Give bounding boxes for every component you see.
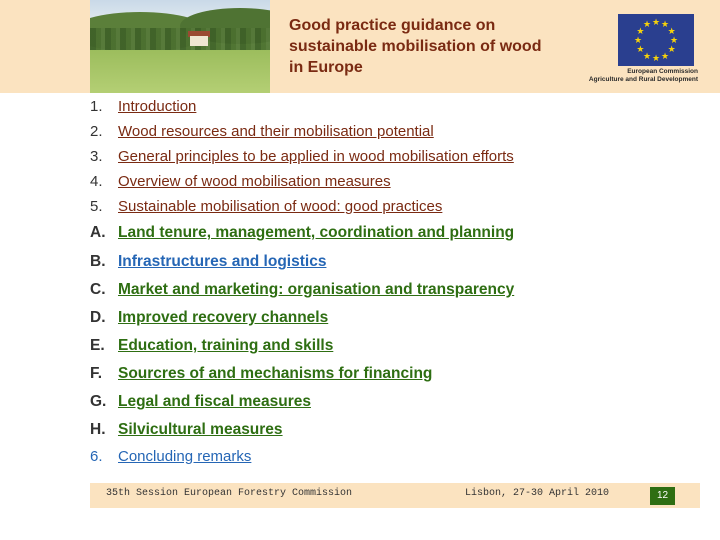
list-item[interactable] xyxy=(90,169,391,193)
item-number: 1. xyxy=(90,97,103,115)
item-letter: C. xyxy=(90,281,106,298)
eu-star-icon: ★ xyxy=(634,35,643,45)
eu-logo xyxy=(580,10,698,86)
item-letter: G. xyxy=(90,393,107,410)
item-link[interactable]: Overview of wood mobilisation measures xyxy=(118,172,391,190)
eu-star-icon: ★ xyxy=(652,53,661,63)
list-item[interactable] xyxy=(90,144,514,168)
item-letter: E. xyxy=(90,337,105,354)
footer-bar xyxy=(90,483,700,508)
list-item[interactable] xyxy=(90,221,514,245)
eu-flag-icon xyxy=(618,14,694,66)
item-number: 5. xyxy=(90,197,103,215)
footer-event: 35th Session European Forestry Commission xyxy=(106,488,353,499)
footer-place-date: Lisbon, 27-30 April 2010 xyxy=(465,488,610,499)
item-letter: H. xyxy=(90,421,106,438)
item-link[interactable]: Legal and fiscal measures xyxy=(118,393,311,410)
item-link[interactable]: Education, training and skills xyxy=(118,337,334,354)
item-number: 4. xyxy=(90,172,103,190)
item-link[interactable]: Introduction xyxy=(118,97,197,115)
eu-star-icon: ★ xyxy=(670,35,679,45)
eu-star-icon: ★ xyxy=(636,44,645,54)
item-link[interactable]: Sourcres of and mechanisms for financing xyxy=(118,365,433,382)
item-link[interactable]: Sustainable mobilisation of wood: good practices xyxy=(118,197,443,215)
item-link[interactable]: Wood resources and their mobilisation potential xyxy=(118,122,434,140)
item-link[interactable]: Market and marketing: organisation and transparency xyxy=(118,281,515,298)
list-item[interactable] xyxy=(90,194,442,218)
item-link[interactable]: Concluding remarks xyxy=(118,447,252,465)
list-item[interactable] xyxy=(90,362,432,386)
item-link[interactable]: Infrastructures and logistics xyxy=(118,253,327,270)
page-number-badge: 12 xyxy=(650,487,675,505)
list-item[interactable] xyxy=(90,418,283,442)
item-number: 3. xyxy=(90,147,103,165)
logo-caption: European Commission Agriculture and Rural Development xyxy=(588,68,698,83)
list-item[interactable] xyxy=(90,250,326,274)
eu-star-icon: ★ xyxy=(636,26,645,36)
list-item[interactable] xyxy=(90,278,514,302)
list-item[interactable] xyxy=(90,94,196,118)
item-link[interactable]: Improved recovery channels xyxy=(118,309,329,326)
slide-title: Good practice guidance on sustainable mobilisation of wood in Europe xyxy=(289,17,542,76)
eu-star-icon: ★ xyxy=(661,19,670,30)
item-letter: D. xyxy=(90,309,106,326)
item-link[interactable]: Silvicultural measures xyxy=(118,421,283,438)
list-item[interactable] xyxy=(90,444,251,468)
eu-star-icon: ★ xyxy=(667,44,676,54)
list-item[interactable] xyxy=(90,119,434,143)
item-number: 2. xyxy=(90,122,103,140)
list-item[interactable] xyxy=(90,306,328,330)
item-link[interactable]: General principles to be applied in wood mobilisation efforts xyxy=(118,147,514,165)
eu-star-icon: ★ xyxy=(667,26,676,36)
item-link[interactable]: Land tenure, management, coordination and planning xyxy=(118,224,515,241)
item-letter: A. xyxy=(90,224,106,241)
eu-star-icon: ★ xyxy=(661,50,670,61)
item-letter: B. xyxy=(90,253,106,270)
eu-star-icon: ★ xyxy=(643,19,652,30)
item-number: 6. xyxy=(90,447,103,465)
item-letter: F. xyxy=(90,365,103,382)
eu-star-icon: ★ xyxy=(652,17,661,27)
eu-star-icon: ★ xyxy=(643,50,652,61)
landscape-photo xyxy=(90,0,270,93)
list-item[interactable] xyxy=(90,390,311,414)
list-item[interactable] xyxy=(90,334,333,358)
